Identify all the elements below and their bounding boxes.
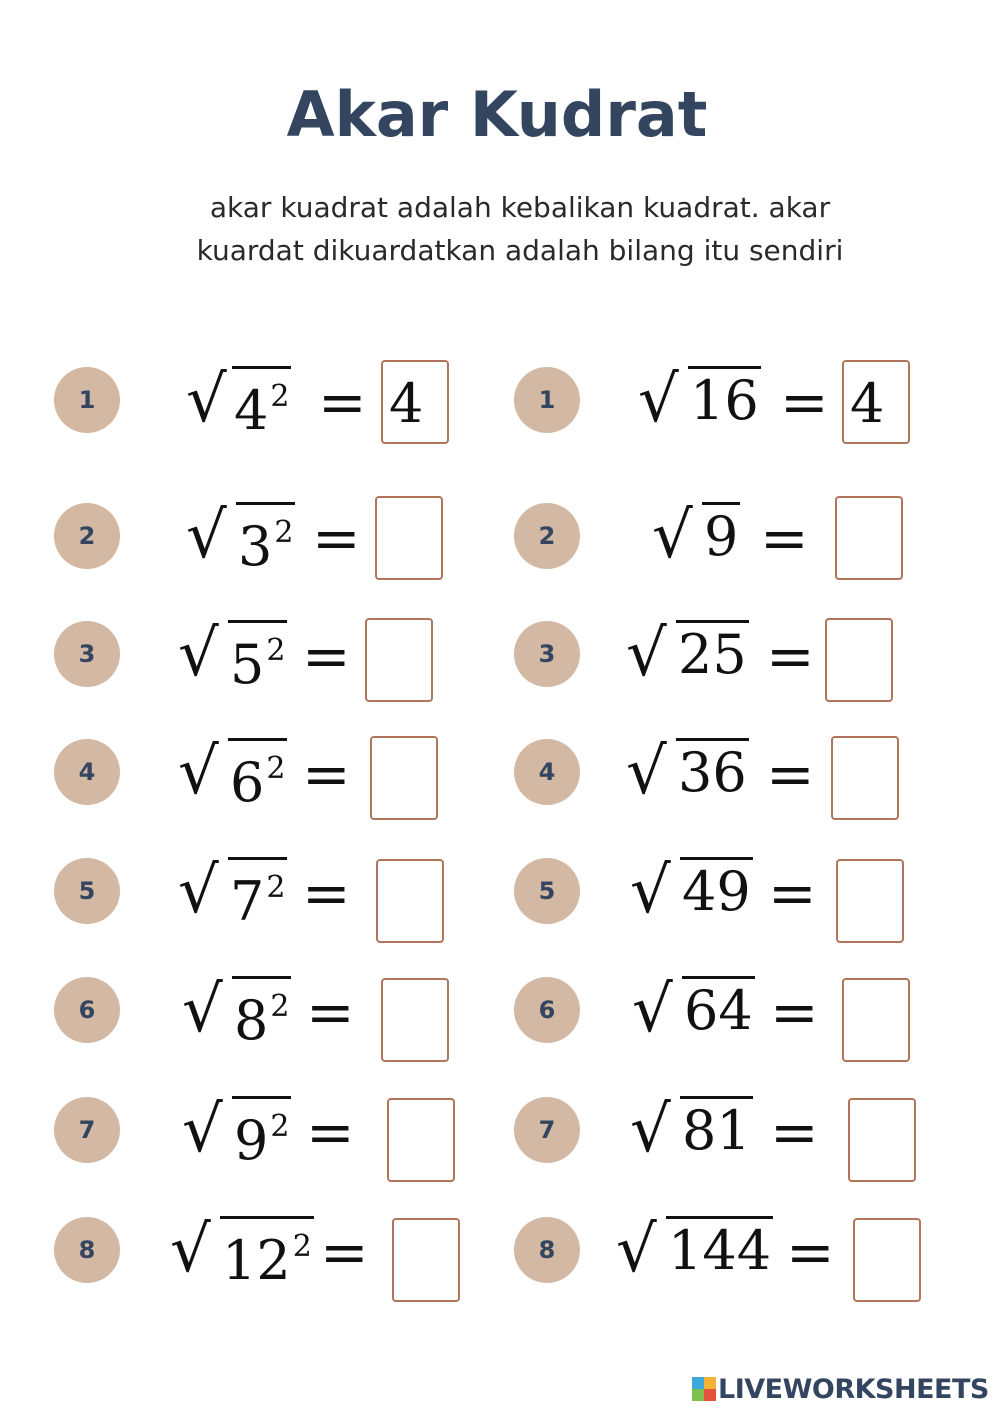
sqrt-symbol: √ (186, 363, 227, 437)
radicand: 81 (680, 1096, 753, 1159)
question-number-badge: 4 (514, 739, 580, 805)
equals-sign: = (766, 740, 815, 808)
question-number-badge: 8 (514, 1217, 580, 1283)
answer-input-box[interactable] (853, 1218, 921, 1302)
radicand: 49 (680, 857, 753, 920)
answer-input-box[interactable] (831, 736, 899, 820)
sqrt-symbol: √ (178, 617, 219, 691)
radicand-exponent: 2 (266, 633, 286, 668)
sqrt-symbol: √ (626, 735, 667, 809)
logo-square-red (704, 1389, 716, 1401)
equals-sign: = (760, 504, 809, 572)
question-number-badge: 6 (54, 977, 120, 1043)
instruction-text (100, 186, 940, 272)
radicand: 144 (666, 1216, 773, 1279)
sqrt-symbol: √ (182, 973, 223, 1047)
radicand-base: 8 (234, 989, 269, 1052)
sqrt-symbol: √ (638, 363, 679, 437)
question-number-badge: 8 (54, 1217, 120, 1283)
logo-square-green (692, 1389, 704, 1401)
equals-sign: = (306, 1098, 355, 1166)
sqrt-symbol: √ (630, 1093, 671, 1167)
liveworksheets-logo (692, 1372, 989, 1406)
question-number-badge: 2 (54, 503, 120, 569)
sqrt-symbol: √ (178, 735, 219, 809)
answer-input-box[interactable]: 4 (381, 360, 449, 444)
answer-input-box[interactable] (848, 1098, 916, 1182)
radicand-base: 7 (230, 870, 265, 933)
sqrt-symbol: √ (616, 1213, 657, 1287)
answer-input-box[interactable]: 4 (842, 360, 910, 444)
radicand-base: 12 (222, 1229, 291, 1292)
question-number-badge: 7 (54, 1097, 120, 1163)
radicand-base: 4 (234, 379, 269, 442)
sqrt-symbol: √ (626, 617, 667, 691)
radicand: 36 (676, 738, 749, 801)
equals-sign: = (302, 622, 351, 690)
question-number-badge: 6 (514, 977, 580, 1043)
question-number-badge: 7 (514, 1097, 580, 1163)
page-title: Akar Kudrat (286, 78, 708, 151)
radicand-base: 6 (230, 751, 265, 814)
question-number-badge: 5 (514, 858, 580, 924)
sqrt-symbol: √ (170, 1213, 211, 1287)
answer-input-box[interactable] (825, 618, 893, 702)
sqrt-symbol: √ (182, 1093, 223, 1167)
radicand-exponent: 2 (270, 379, 290, 414)
sqrt-symbol: √ (630, 854, 671, 928)
liveworksheets-logo-icon (692, 1377, 716, 1401)
question-number-badge: 3 (54, 621, 120, 687)
question-number-badge: 4 (54, 739, 120, 805)
radicand-base: 5 (230, 633, 265, 696)
logo-square-yellow (704, 1377, 716, 1389)
question-number-badge: 3 (514, 621, 580, 687)
equals-sign: = (766, 622, 815, 690)
radicand-exponent: 2 (270, 1109, 290, 1144)
equals-sign: = (302, 740, 351, 808)
sqrt-symbol: √ (186, 499, 227, 573)
answer-input-box[interactable] (842, 978, 910, 1062)
radicand: 25 (676, 620, 749, 683)
radicand: 9 (702, 502, 740, 565)
logo-square-blue (692, 1377, 704, 1389)
radicand-exponent: 2 (270, 989, 290, 1024)
logo-text: LIVEWORKSHEETS (718, 1373, 989, 1405)
equals-sign: = (786, 1218, 835, 1286)
sqrt-symbol: √ (652, 499, 693, 573)
question-number-badge: 1 (54, 367, 120, 433)
sqrt-symbol: √ (632, 973, 673, 1047)
equals-sign: = (320, 1218, 369, 1286)
equals-sign: = (780, 368, 829, 436)
equals-sign: = (768, 859, 817, 927)
radicand-base: 3 (238, 515, 273, 578)
instruction-line-2: kuardat dikuardatkan adalah bilang itu sendiri (196, 234, 844, 267)
radicand-exponent: 2 (266, 751, 286, 786)
answer-input-box[interactable] (835, 496, 903, 580)
equals-sign: = (302, 859, 351, 927)
square-root-expression (0, 1210, 1000, 1290)
equals-sign: = (306, 978, 355, 1046)
answer-input-box[interactable] (836, 859, 904, 943)
equals-sign: = (312, 504, 361, 572)
radicand-base: 9 (234, 1109, 269, 1172)
radicand: 16 (688, 366, 761, 429)
question-number-badge: 1 (514, 367, 580, 433)
equals-sign: = (770, 978, 819, 1046)
radicand-exponent: 2 (292, 1229, 312, 1264)
radicand-exponent: 2 (274, 515, 294, 550)
equals-sign: = (318, 368, 367, 436)
radicand: 64 (682, 976, 755, 1039)
sqrt-symbol: √ (178, 854, 219, 928)
instruction-line-1: akar kuadrat adalah kebalikan kuadrat. akar (209, 191, 831, 224)
radicand-exponent: 2 (266, 870, 286, 905)
question-number-badge: 5 (54, 858, 120, 924)
equals-sign: = (770, 1098, 819, 1166)
question-number-badge: 2 (514, 503, 580, 569)
